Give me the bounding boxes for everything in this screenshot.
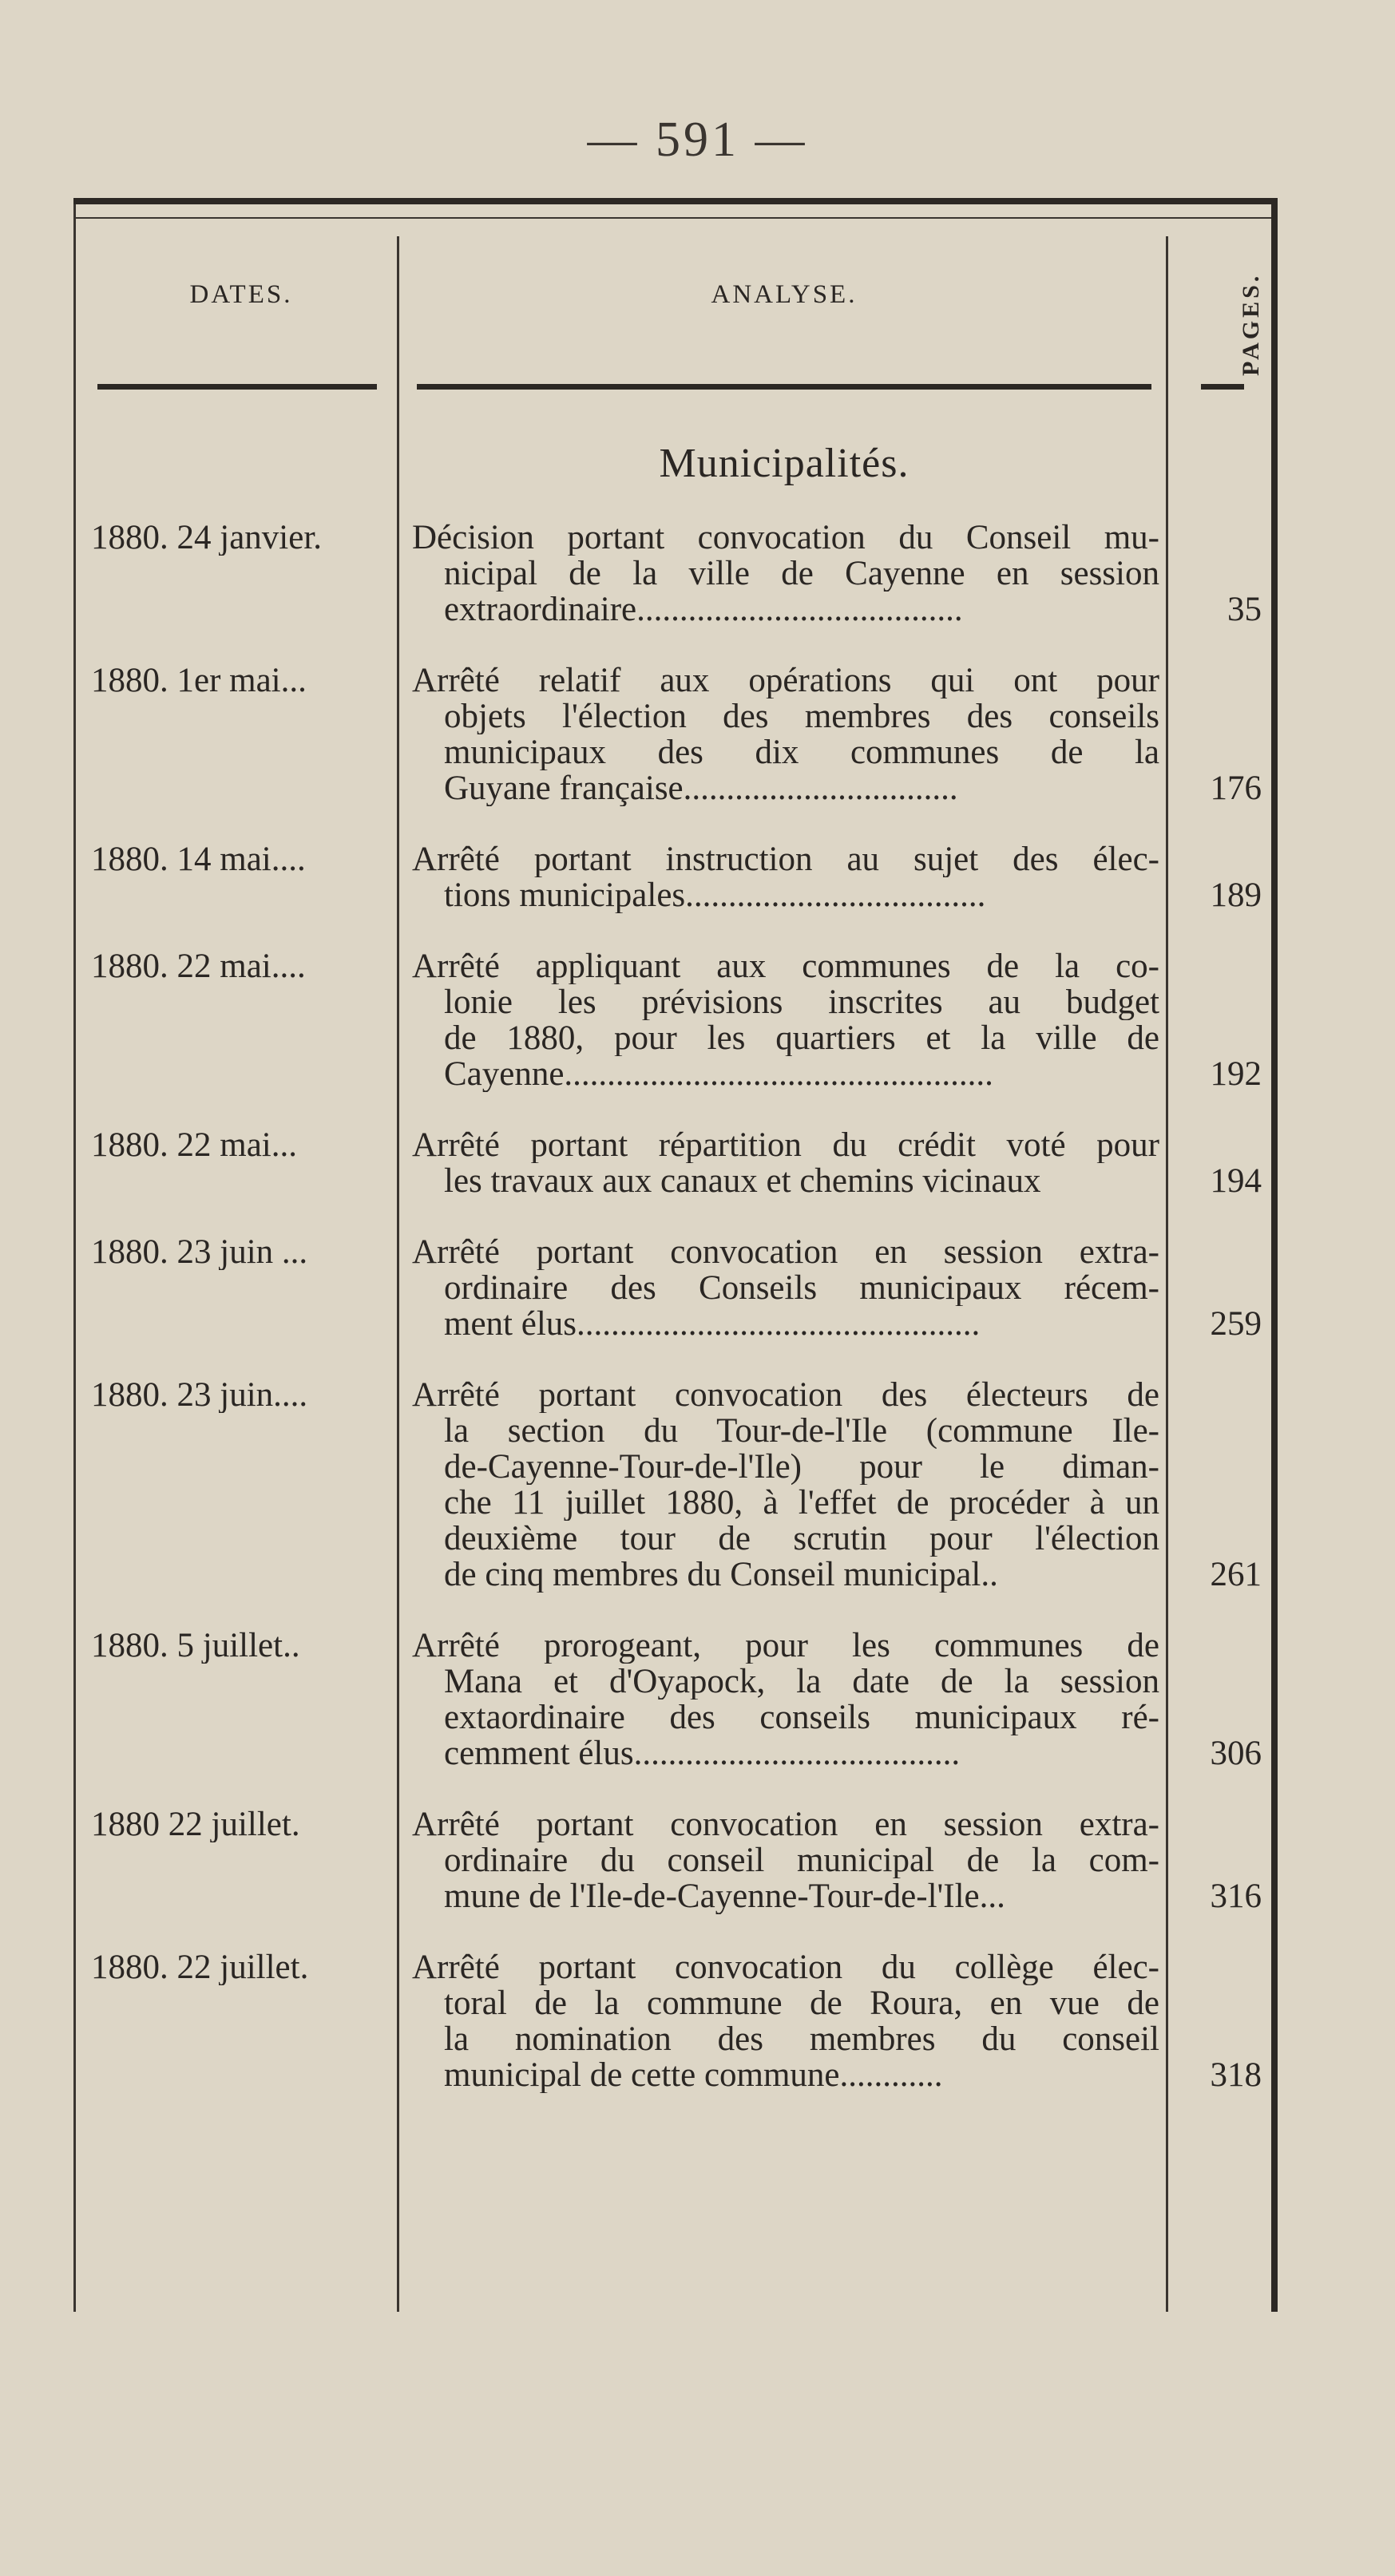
entry-page: 189 — [1210, 876, 1262, 914]
entry-line: cemment élus...................................... — [444, 1735, 961, 1771]
entry-date: 1880. 23 juin ... — [91, 1234, 308, 1270]
entry-analysis — [412, 1806, 1159, 1914]
entry-line: extaordinaire des conseils municipaux ré- — [444, 1700, 1159, 1735]
entry-line: Arrêté portant répartition du crédit voté pour — [412, 1127, 1159, 1163]
entry-line: mune de l'Ile-de-Cayenne-Tour-de-l'Ile... — [444, 1878, 1005, 1914]
top-thin-rule — [73, 217, 1278, 219]
entry-line: tions municipales................................... — [444, 877, 986, 913]
entry-date: 1880. 22 juillet. — [91, 1949, 309, 1985]
header-underline-analyse — [417, 384, 1151, 390]
entry-page: 194 — [1210, 1162, 1262, 1200]
index-entry — [73, 1949, 1278, 2093]
index-entry — [73, 1628, 1278, 1771]
index-entry — [73, 1806, 1278, 1914]
entry-page: 35 — [1227, 591, 1262, 628]
entry-line: municipaux des dix communes de la — [444, 734, 1159, 770]
entry-line: Mana et d'Oyapock, la date de la session — [444, 1664, 1159, 1700]
column-header-dates: DATES. — [189, 280, 293, 309]
entry-line: toral de la commune de Roura, en vue de — [444, 1985, 1159, 2021]
entry-analysis — [412, 1234, 1159, 1342]
entry-line: Arrêté portant convocation en session extra- — [412, 1234, 1159, 1270]
entry-line: Arrêté relatif aux opérations qui ont pour — [412, 663, 1159, 698]
entry-line: Guyane française................................ — [444, 770, 958, 806]
entry-line: objets l'élection des membres des conseils — [444, 698, 1159, 734]
entry-analysis — [412, 1949, 1159, 2093]
entry-date: 1880. 22 mai... — [91, 1127, 297, 1163]
entry-line: Arrêté prorogeant, pour les communes de — [412, 1628, 1159, 1664]
entry-analysis — [412, 1628, 1159, 1771]
entry-line: Arrêté portant instruction au sujet des élec- — [412, 841, 1159, 877]
index-entry — [73, 663, 1278, 806]
entry-line: la section du Tour-de-l'Ile (commune Ile- — [444, 1413, 1159, 1449]
index-entry — [73, 948, 1278, 1092]
column-header-analyse: ANALYSE. — [711, 280, 858, 309]
index-entry — [73, 1377, 1278, 1593]
entry-date: 1880. 1er mai... — [91, 663, 307, 698]
entry-line: de-Cayenne-Tour-de-l'Ile) pour le diman- — [444, 1449, 1159, 1485]
entry-date: 1880. 22 mai.... — [91, 948, 306, 984]
entry-line: Arrêté portant convocation en session extra- — [412, 1806, 1159, 1842]
entry-line: nicipal de la ville de Cayenne en session — [444, 556, 1159, 592]
entry-line: Arrêté portant convocation des électeurs de — [412, 1377, 1159, 1413]
entry-line: Cayenne.................................................. — [444, 1056, 993, 1092]
header-underline-dates — [97, 384, 377, 390]
entry-line: ordinaire du conseil municipal de la com- — [444, 1842, 1159, 1878]
index-entry — [73, 1127, 1278, 1199]
column-header-pages: PAGES. — [1238, 272, 1264, 376]
entry-list — [73, 520, 1278, 2128]
section-heading: Municipalités. — [659, 441, 910, 486]
entry-line: Décision portant convocation du Conseil mu- — [412, 520, 1159, 556]
entry-date: 1880. 5 juillet.. — [91, 1628, 300, 1664]
entry-line: ordinaire des Conseils municipaux récem- — [444, 1270, 1159, 1306]
entry-analysis — [412, 1127, 1159, 1199]
page-number: — 591 — — [587, 113, 808, 167]
entry-page: 259 — [1210, 1305, 1262, 1343]
entry-line: lonie les prévisions inscrites au budget — [444, 984, 1159, 1020]
entry-analysis — [412, 948, 1159, 1092]
index-entry — [73, 520, 1278, 627]
entry-page: 261 — [1210, 1556, 1262, 1593]
entry-analysis — [412, 1377, 1159, 1593]
entry-date: 1880. 14 mai.... — [91, 841, 306, 877]
entry-line: Arrêté portant convocation du collège élec- — [412, 1949, 1159, 1985]
entry-line: Arrêté appliquant aux communes de la co- — [412, 948, 1159, 984]
index-entry — [73, 1234, 1278, 1342]
entry-date: 1880. 24 janvier. — [91, 520, 323, 556]
entry-analysis — [412, 663, 1159, 806]
entry-line: la nomination des membres du conseil — [444, 2021, 1159, 2057]
entry-line: che 11 juillet 1880, à l'effet de procéder à un — [444, 1485, 1159, 1521]
entry-line: de 1880, pour les quartiers et la ville de — [444, 1020, 1159, 1056]
entry-line: deuxième tour de scrutin pour l'élection — [444, 1521, 1159, 1557]
entry-analysis — [412, 841, 1159, 913]
entry-line: municipal de cette commune............ — [444, 2057, 943, 2093]
entry-page: 318 — [1210, 2056, 1262, 2094]
index-entry — [73, 841, 1278, 913]
header-underline-pages — [1201, 384, 1244, 390]
entry-page: 316 — [1210, 1878, 1262, 1915]
entry-page: 176 — [1210, 770, 1262, 807]
entry-date: 1880 22 juillet. — [91, 1806, 300, 1842]
entry-line: de cinq membres du Conseil municipal.. — [444, 1557, 998, 1593]
entry-line: les travaux aux canaux et chemins vicinaux — [444, 1163, 1041, 1199]
entry-line: extraordinaire...................................... — [444, 592, 963, 627]
entry-analysis — [412, 520, 1159, 627]
entry-line: ment élus............................................... — [444, 1306, 981, 1342]
entry-date: 1880. 23 juin.... — [91, 1377, 308, 1413]
entry-page: 192 — [1210, 1055, 1262, 1093]
entry-page: 306 — [1210, 1735, 1262, 1772]
index-table — [73, 198, 1278, 2312]
